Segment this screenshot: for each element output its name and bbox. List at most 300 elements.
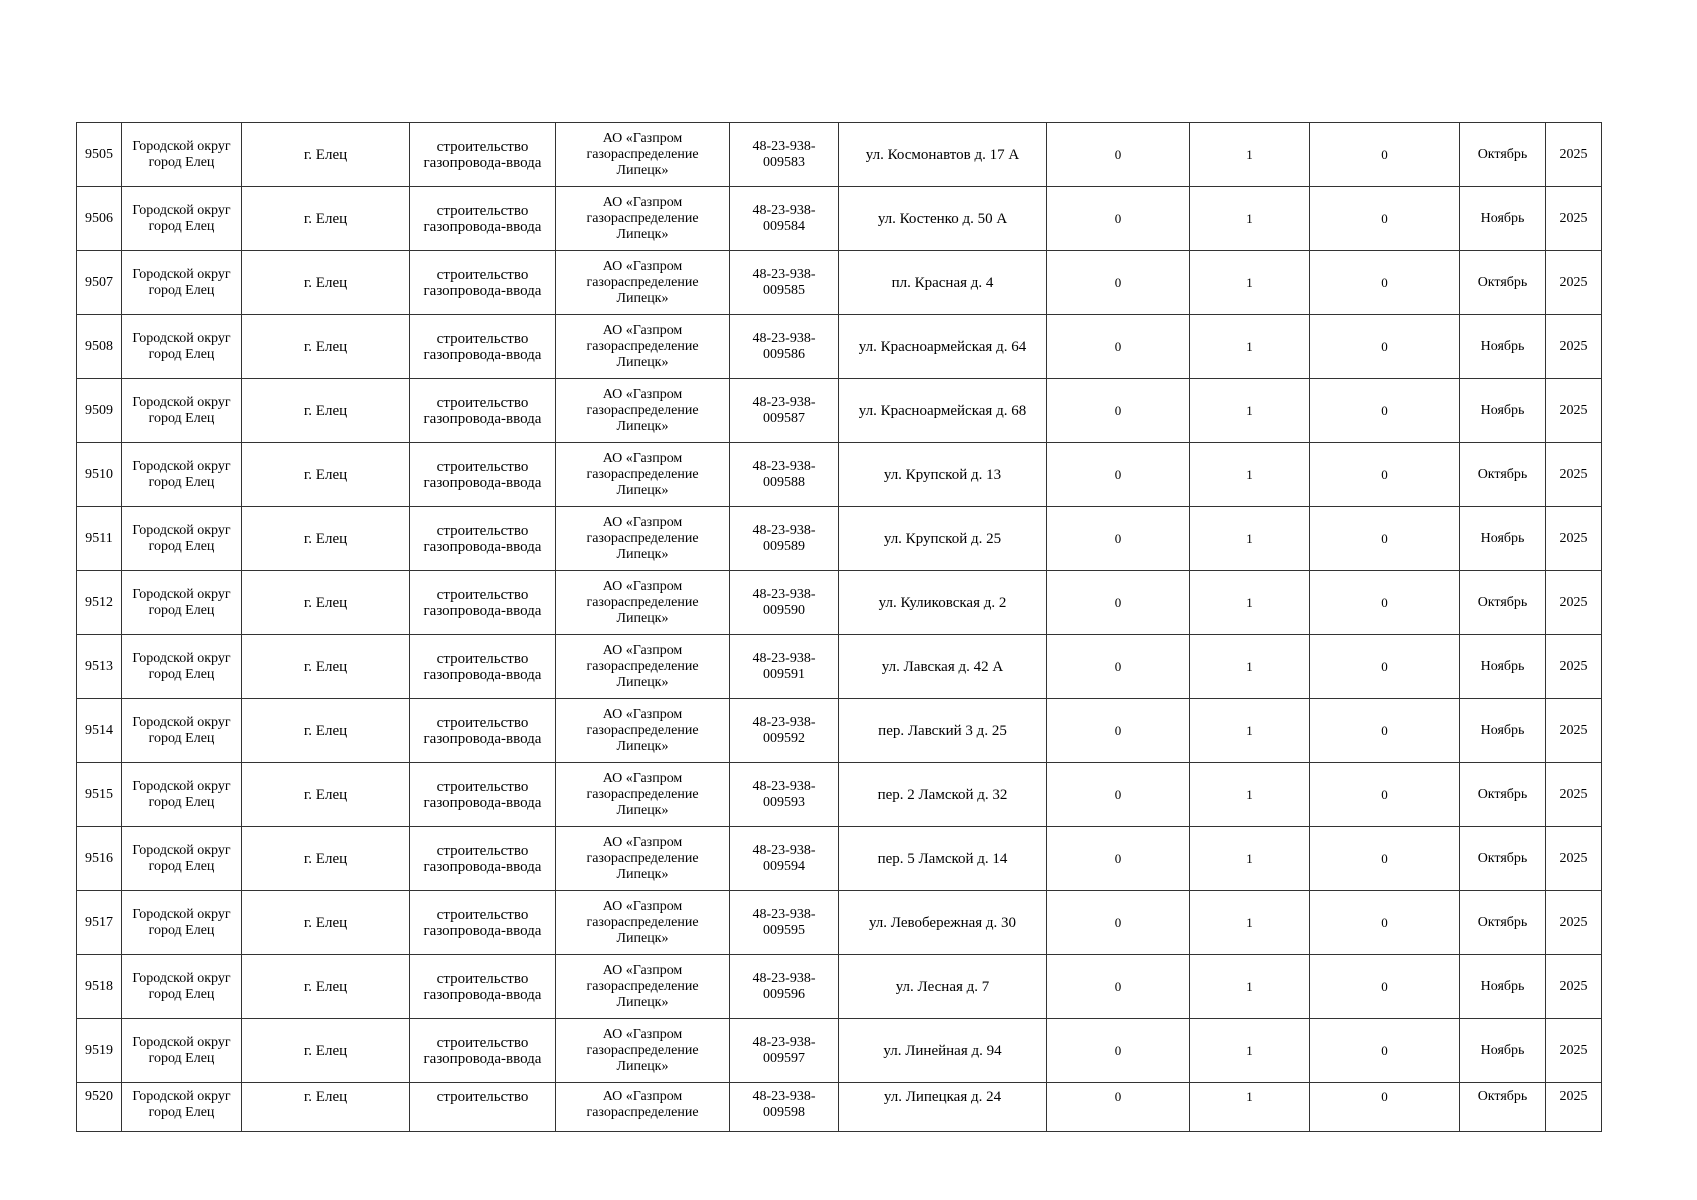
year-cell: 2025 xyxy=(1546,571,1602,635)
work-type-cell xyxy=(410,443,556,507)
value-1-cell: 0 xyxy=(1047,315,1190,379)
organization-line: АО «Газпром xyxy=(602,450,683,466)
address-cell: ул. Крупской д. 13 xyxy=(839,443,1047,507)
value-2-cell: 1 xyxy=(1190,187,1310,251)
organization-line: Липецк» xyxy=(616,994,669,1010)
municipality-line: Городской округ xyxy=(132,458,231,474)
work-type-cell xyxy=(410,699,556,763)
object-code-cell xyxy=(730,571,839,635)
object-code-line: 009588 xyxy=(763,474,805,490)
municipality-cell xyxy=(122,443,242,507)
value-3-cell: 0 xyxy=(1310,507,1460,571)
value-1-cell: 0 xyxy=(1047,763,1190,827)
municipality-cell xyxy=(122,891,242,955)
organization-cell xyxy=(556,251,730,315)
organization-line: газораспределение xyxy=(586,466,699,482)
row-number-cell: 9519 xyxy=(77,1019,122,1083)
work-type-line: газопровода-ввода xyxy=(423,1050,542,1067)
organization-line: газораспределение xyxy=(586,274,699,290)
row-number-cell: 9511 xyxy=(77,507,122,571)
row-number-cell: 9510 xyxy=(77,443,122,507)
organization-line: АО «Газпром xyxy=(602,706,683,722)
municipality-line: Городской округ xyxy=(132,970,231,986)
object-code-cell xyxy=(730,763,839,827)
work-type-line: газопровода-ввода xyxy=(423,282,542,299)
locality-cell: г. Елец xyxy=(242,1083,410,1132)
object-code-cell xyxy=(730,699,839,763)
row-number-cell: 9509 xyxy=(77,379,122,443)
work-type-line: газопровода-ввода xyxy=(423,410,542,427)
work-type-line: строительство xyxy=(436,1034,529,1051)
organization-cell xyxy=(556,507,730,571)
work-type-line: газопровода-ввода xyxy=(423,794,542,811)
municipality-line: Городской округ xyxy=(132,522,231,538)
organization-line: АО «Газпром xyxy=(602,386,683,402)
object-code-line: 48-23-938- xyxy=(752,394,816,410)
object-code-line: 48-23-938- xyxy=(752,458,816,474)
object-code-line: 009583 xyxy=(763,154,805,170)
municipality-line: город Елец xyxy=(148,794,215,810)
address-cell: пер. 5 Ламской д. 14 xyxy=(839,827,1047,891)
object-code-cell xyxy=(730,379,839,443)
address-cell: ул. Куликовская д. 2 xyxy=(839,571,1047,635)
month-cell: Октябрь xyxy=(1460,1083,1546,1132)
locality-cell: г. Елец xyxy=(242,251,410,315)
month-cell: Октябрь xyxy=(1460,571,1546,635)
value-3-cell: 0 xyxy=(1310,955,1460,1019)
year-cell: 2025 xyxy=(1546,699,1602,763)
organization-cell xyxy=(556,891,730,955)
object-code-cell xyxy=(730,827,839,891)
value-2-cell: 1 xyxy=(1190,251,1310,315)
municipality-line: город Елец xyxy=(148,410,215,426)
locality-cell: г. Елец xyxy=(242,891,410,955)
row-number-cell: 9512 xyxy=(77,571,122,635)
month-cell: Ноябрь xyxy=(1460,955,1546,1019)
organization-line: газораспределение xyxy=(586,146,699,162)
work-type-cell xyxy=(410,379,556,443)
address-cell: ул. Космонавтов д. 17 А xyxy=(839,123,1047,187)
organization-line: Липецк» xyxy=(616,290,669,306)
locality-cell: г. Елец xyxy=(242,763,410,827)
municipality-cell xyxy=(122,1019,242,1083)
value-2-cell: 1 xyxy=(1190,763,1310,827)
municipality-cell xyxy=(122,827,242,891)
value-2-cell: 1 xyxy=(1190,955,1310,1019)
object-code-cell xyxy=(730,635,839,699)
value-1-cell: 0 xyxy=(1047,379,1190,443)
municipality-line: город Елец xyxy=(148,154,215,170)
table-row xyxy=(77,1083,1602,1132)
organization-line: Липецк» xyxy=(616,162,669,178)
row-number-cell: 9517 xyxy=(77,891,122,955)
address-cell: пл. Красная д. 4 xyxy=(839,251,1047,315)
municipality-line: Городской округ xyxy=(132,138,231,154)
work-type-line: газопровода-ввода xyxy=(423,218,542,235)
work-type-line: строительство xyxy=(436,714,529,731)
organization-line: АО «Газпром xyxy=(602,578,683,594)
table-row xyxy=(77,827,1602,891)
year-cell: 2025 xyxy=(1546,123,1602,187)
organization-line: газораспределение xyxy=(586,914,699,930)
month-cell: Ноябрь xyxy=(1460,635,1546,699)
work-type-cell xyxy=(410,827,556,891)
table-row xyxy=(77,763,1602,827)
organization-line: газораспределение xyxy=(586,850,699,866)
address-cell: ул. Лавская д. 42 А xyxy=(839,635,1047,699)
work-type-cell xyxy=(410,1083,556,1132)
municipality-line: город Елец xyxy=(148,602,215,618)
work-type-line: газопровода-ввода xyxy=(423,346,542,363)
organization-cell xyxy=(556,1083,730,1132)
year-cell: 2025 xyxy=(1546,187,1602,251)
month-cell: Ноябрь xyxy=(1460,315,1546,379)
year-cell: 2025 xyxy=(1546,443,1602,507)
work-type-cell xyxy=(410,635,556,699)
work-type-cell xyxy=(410,891,556,955)
object-code-line: 48-23-938- xyxy=(752,1089,816,1104)
object-code-line: 48-23-938- xyxy=(752,522,816,538)
work-type-line: строительство xyxy=(436,906,529,923)
value-1-cell: 0 xyxy=(1047,123,1190,187)
organization-line: АО «Газпром xyxy=(602,322,683,338)
value-1-cell: 0 xyxy=(1047,507,1190,571)
value-2-cell: 1 xyxy=(1190,635,1310,699)
organization-line: Липецк» xyxy=(616,418,669,434)
municipality-cell xyxy=(122,635,242,699)
table-row xyxy=(77,251,1602,315)
organization-cell xyxy=(556,699,730,763)
value-2-cell: 1 xyxy=(1190,1019,1310,1083)
organization-line: АО «Газпром xyxy=(602,898,683,914)
organization-line: Липецк» xyxy=(616,546,669,562)
gasification-table xyxy=(76,122,1602,1132)
value-1-cell: 0 xyxy=(1047,635,1190,699)
municipality-line: Городской округ xyxy=(132,394,231,410)
municipality-line: город Елец xyxy=(148,282,215,298)
table-row xyxy=(77,955,1602,1019)
row-number-cell: 9505 xyxy=(77,123,122,187)
municipality-line: Городской округ xyxy=(132,778,231,794)
work-type-line: газопровода-ввода xyxy=(423,986,542,1003)
municipality-line: город Елец xyxy=(148,1050,215,1066)
object-code-line: 48-23-938- xyxy=(752,202,816,218)
locality-cell: г. Елец xyxy=(242,123,410,187)
year-cell: 2025 xyxy=(1546,1019,1602,1083)
organization-line: Липецк» xyxy=(616,354,669,370)
table-body xyxy=(77,123,1602,1132)
object-code-line: 009589 xyxy=(763,538,805,554)
table-row xyxy=(77,891,1602,955)
value-3-cell: 0 xyxy=(1310,571,1460,635)
work-type-line: строительство xyxy=(436,778,529,795)
municipality-cell xyxy=(122,315,242,379)
object-code-line: 48-23-938- xyxy=(752,778,816,794)
organization-cell xyxy=(556,123,730,187)
table-row xyxy=(77,635,1602,699)
object-code-line: 009591 xyxy=(763,666,805,682)
value-2-cell: 1 xyxy=(1190,315,1310,379)
locality-cell: г. Елец xyxy=(242,699,410,763)
municipality-line: Городской округ xyxy=(132,330,231,346)
object-code-cell xyxy=(730,315,839,379)
work-type-cell xyxy=(410,507,556,571)
address-cell: ул. Костенко д. 50 А xyxy=(839,187,1047,251)
organization-line: газораспределение xyxy=(586,786,699,802)
year-cell: 2025 xyxy=(1546,1083,1602,1132)
organization-line: газораспределение xyxy=(586,210,699,226)
row-number-cell: 9508 xyxy=(77,315,122,379)
address-cell: пер. Лавский 3 д. 25 xyxy=(839,699,1047,763)
work-type-line: строительство xyxy=(436,522,529,539)
organization-line: Липецк» xyxy=(616,866,669,882)
organization-line: АО «Газпром xyxy=(602,1089,683,1104)
value-1-cell: 0 xyxy=(1047,1019,1190,1083)
organization-line: газораспределение xyxy=(586,402,699,418)
municipality-line: город Елец xyxy=(148,666,215,682)
object-code-cell xyxy=(730,955,839,1019)
value-3-cell: 0 xyxy=(1310,315,1460,379)
object-code-line: 009594 xyxy=(763,858,805,874)
municipality-cell xyxy=(122,123,242,187)
value-2-cell: 1 xyxy=(1190,699,1310,763)
organization-cell xyxy=(556,635,730,699)
municipality-cell xyxy=(122,1083,242,1132)
table-row xyxy=(77,315,1602,379)
month-cell: Октябрь xyxy=(1460,251,1546,315)
work-type-cell xyxy=(410,1019,556,1083)
year-cell: 2025 xyxy=(1546,763,1602,827)
year-cell: 2025 xyxy=(1546,955,1602,1019)
table-row xyxy=(77,379,1602,443)
object-code-cell xyxy=(730,443,839,507)
work-type-line: строительство xyxy=(436,394,529,411)
year-cell: 2025 xyxy=(1546,251,1602,315)
organization-line: газораспределение xyxy=(586,978,699,994)
address-cell: ул. Красноармейская д. 68 xyxy=(839,379,1047,443)
work-type-cell xyxy=(410,123,556,187)
municipality-line: город Елец xyxy=(148,474,215,490)
value-3-cell: 0 xyxy=(1310,443,1460,507)
municipality-line: Городской округ xyxy=(132,202,231,218)
value-2-cell: 1 xyxy=(1190,891,1310,955)
organization-line: Липецк» xyxy=(616,674,669,690)
object-code-line: 48-23-938- xyxy=(752,906,816,922)
organization-line: Липецк» xyxy=(616,482,669,498)
year-cell: 2025 xyxy=(1546,635,1602,699)
municipality-cell xyxy=(122,507,242,571)
object-code-line: 009592 xyxy=(763,730,805,746)
organization-line: АО «Газпром xyxy=(602,514,683,530)
object-code-line: 48-23-938- xyxy=(752,714,816,730)
value-2-cell: 1 xyxy=(1190,1083,1310,1132)
row-number-cell: 9516 xyxy=(77,827,122,891)
row-number-cell: 9518 xyxy=(77,955,122,1019)
object-code-line: 48-23-938- xyxy=(752,970,816,986)
work-type-line: газопровода-ввода xyxy=(423,666,542,683)
address-cell: ул. Левобережная д. 30 xyxy=(839,891,1047,955)
organization-line: АО «Газпром xyxy=(602,770,683,786)
value-1-cell: 0 xyxy=(1047,955,1190,1019)
organization-line: газораспределение xyxy=(586,722,699,738)
table-row xyxy=(77,443,1602,507)
value-2-cell: 1 xyxy=(1190,827,1310,891)
table-row xyxy=(77,187,1602,251)
year-cell: 2025 xyxy=(1546,891,1602,955)
work-type-line: газопровода-ввода xyxy=(423,922,542,939)
object-code-line: 48-23-938- xyxy=(752,842,816,858)
table-row xyxy=(77,507,1602,571)
value-2-cell: 1 xyxy=(1190,571,1310,635)
year-cell: 2025 xyxy=(1546,827,1602,891)
object-code-line: 009584 xyxy=(763,218,805,234)
organization-line: Липецк» xyxy=(616,802,669,818)
work-type-line: строительство xyxy=(436,138,529,155)
organization-cell xyxy=(556,315,730,379)
value-3-cell: 0 xyxy=(1310,379,1460,443)
organization-line: Липецк» xyxy=(616,226,669,242)
work-type-cell xyxy=(410,315,556,379)
value-3-cell: 0 xyxy=(1310,123,1460,187)
table-row xyxy=(77,571,1602,635)
work-type-line: газопровода-ввода xyxy=(423,474,542,491)
municipality-cell xyxy=(122,955,242,1019)
year-cell: 2025 xyxy=(1546,315,1602,379)
object-code-cell xyxy=(730,251,839,315)
locality-cell: г. Елец xyxy=(242,955,410,1019)
object-code-cell xyxy=(730,1019,839,1083)
municipality-cell xyxy=(122,251,242,315)
locality-cell: г. Елец xyxy=(242,507,410,571)
work-type-line: газопровода-ввода xyxy=(423,154,542,171)
municipality-line: Городской округ xyxy=(132,714,231,730)
municipality-line: Городской округ xyxy=(132,266,231,282)
work-type-line: строительство xyxy=(436,650,529,667)
work-type-line: строительство xyxy=(436,458,529,475)
work-type-line: строительство xyxy=(436,202,529,219)
value-2-cell: 1 xyxy=(1190,123,1310,187)
month-cell: Ноябрь xyxy=(1460,507,1546,571)
object-code-cell xyxy=(730,1083,839,1132)
value-3-cell: 0 xyxy=(1310,1019,1460,1083)
work-type-line: газопровода-ввода xyxy=(423,858,542,875)
row-number-cell: 9506 xyxy=(77,187,122,251)
organization-line: газораспределение xyxy=(586,1105,699,1120)
month-cell: Октябрь xyxy=(1460,891,1546,955)
organization-line: Липецк» xyxy=(616,610,669,626)
work-type-line: строительство xyxy=(436,842,529,859)
object-code-line: 009585 xyxy=(763,282,805,298)
locality-cell: г. Елец xyxy=(242,1019,410,1083)
value-1-cell: 0 xyxy=(1047,891,1190,955)
value-3-cell: 0 xyxy=(1310,1083,1460,1132)
municipality-cell xyxy=(122,187,242,251)
organization-cell xyxy=(556,379,730,443)
value-3-cell: 0 xyxy=(1310,187,1460,251)
month-cell: Октябрь xyxy=(1460,827,1546,891)
row-number-cell: 9513 xyxy=(77,635,122,699)
year-cell: 2025 xyxy=(1546,507,1602,571)
municipality-cell xyxy=(122,379,242,443)
address-cell: ул. Липецкая д. 24 xyxy=(839,1083,1047,1132)
municipality-line: город Елец xyxy=(148,986,215,1002)
work-type-cell xyxy=(410,571,556,635)
municipality-line: Городской округ xyxy=(132,1089,231,1104)
locality-cell: г. Елец xyxy=(242,379,410,443)
object-code-line: 009596 xyxy=(763,986,805,1002)
organization-line: газораспределение xyxy=(586,338,699,354)
value-2-cell: 1 xyxy=(1190,379,1310,443)
work-type-cell xyxy=(410,251,556,315)
organization-cell xyxy=(556,443,730,507)
address-cell: ул. Линейная д. 94 xyxy=(839,1019,1047,1083)
organization-cell xyxy=(556,763,730,827)
work-type-line: строительство xyxy=(436,266,529,283)
month-cell: Ноябрь xyxy=(1460,699,1546,763)
organization-line: АО «Газпром xyxy=(602,1026,683,1042)
value-3-cell: 0 xyxy=(1310,763,1460,827)
object-code-line: 48-23-938- xyxy=(752,1034,816,1050)
address-cell: ул. Крупской д. 25 xyxy=(839,507,1047,571)
municipality-line: Городской округ xyxy=(132,586,231,602)
address-cell: пер. 2 Ламской д. 32 xyxy=(839,763,1047,827)
object-code-line: 48-23-938- xyxy=(752,330,816,346)
row-number-cell: 9514 xyxy=(77,699,122,763)
table-row xyxy=(77,699,1602,763)
value-1-cell: 0 xyxy=(1047,699,1190,763)
work-type-line: строительство xyxy=(436,586,529,603)
work-type-cell xyxy=(410,187,556,251)
object-code-cell xyxy=(730,123,839,187)
municipality-line: Городской округ xyxy=(132,650,231,666)
value-1-cell: 0 xyxy=(1047,827,1190,891)
month-cell: Ноябрь xyxy=(1460,1019,1546,1083)
year-cell: 2025 xyxy=(1546,379,1602,443)
locality-cell: г. Елец xyxy=(242,315,410,379)
organization-line: Липецк» xyxy=(616,930,669,946)
organization-line: газораспределение xyxy=(586,1042,699,1058)
work-type-line: строительство xyxy=(436,1089,529,1105)
municipality-line: Городской округ xyxy=(132,842,231,858)
organization-line: Липецк» xyxy=(616,738,669,754)
value-1-cell: 0 xyxy=(1047,1083,1190,1132)
organization-cell xyxy=(556,827,730,891)
month-cell: Ноябрь xyxy=(1460,187,1546,251)
object-code-cell xyxy=(730,187,839,251)
object-code-line: 009593 xyxy=(763,794,805,810)
month-cell: Ноябрь xyxy=(1460,379,1546,443)
work-type-line: строительство xyxy=(436,970,529,987)
object-code-line: 009595 xyxy=(763,922,805,938)
organization-cell xyxy=(556,955,730,1019)
locality-cell: г. Елец xyxy=(242,827,410,891)
object-code-cell xyxy=(730,891,839,955)
object-code-line: 48-23-938- xyxy=(752,266,816,282)
organization-cell xyxy=(556,1019,730,1083)
object-code-line: 48-23-938- xyxy=(752,650,816,666)
municipality-cell xyxy=(122,699,242,763)
municipality-line: город Елец xyxy=(148,1105,215,1120)
work-type-line: газопровода-ввода xyxy=(423,730,542,747)
municipality-line: город Елец xyxy=(148,858,215,874)
value-2-cell: 1 xyxy=(1190,443,1310,507)
locality-cell: г. Елец xyxy=(242,187,410,251)
value-3-cell: 0 xyxy=(1310,251,1460,315)
object-code-line: 009597 xyxy=(763,1050,805,1066)
organization-line: АО «Газпром xyxy=(602,642,683,658)
value-3-cell: 0 xyxy=(1310,827,1460,891)
value-1-cell: 0 xyxy=(1047,251,1190,315)
